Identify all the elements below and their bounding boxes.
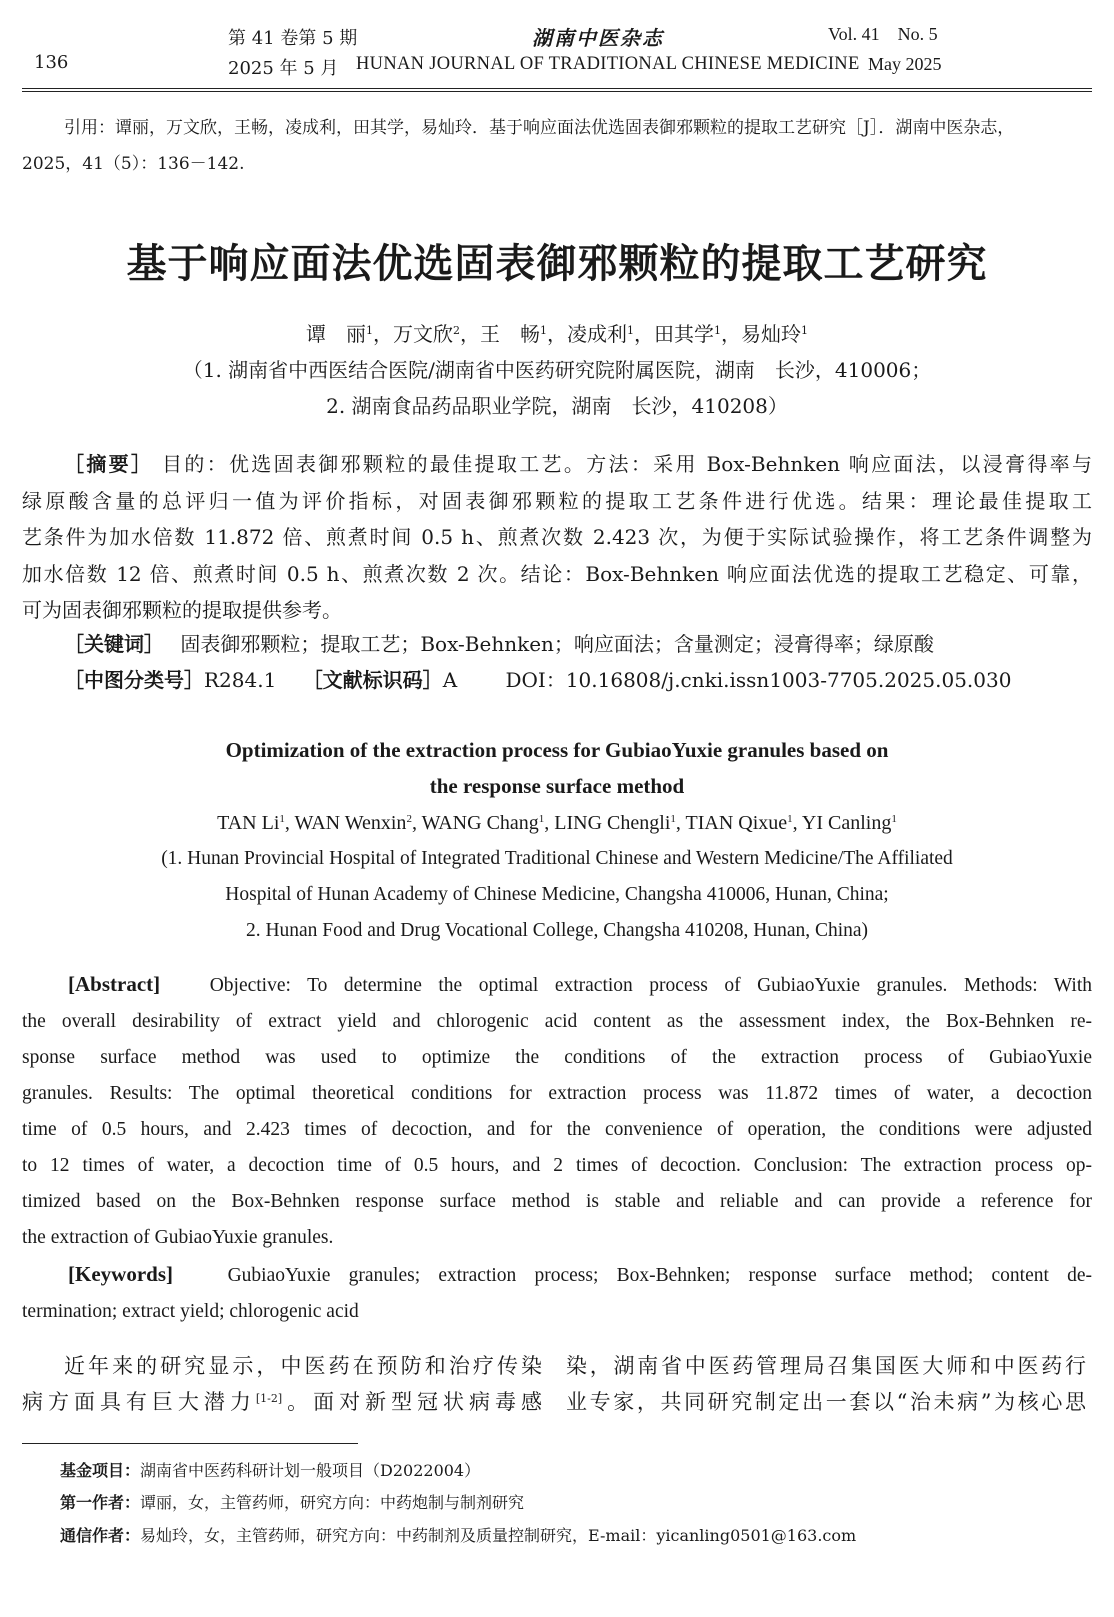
authors-en bbox=[0, 812, 1114, 835]
author-name: 谭 丽 bbox=[306, 322, 366, 346]
citation-line-2: 2025，41（5）：136－142. bbox=[22, 154, 245, 174]
footnote-label: 第一作者： bbox=[60, 1493, 141, 1512]
abstract-en-line: Objective: To determine the optimal extraction process of GubiaoYuxie granules. Methods: With bbox=[209, 975, 1092, 996]
footnote-first-author bbox=[60, 1490, 524, 1513]
author-name-en: , LING Chengli bbox=[544, 812, 671, 834]
abstract-en-line: sponse surface method was used to optimize the conditions of the extraction process of GubiaoYuxie bbox=[22, 1047, 1092, 1068]
abstract-en bbox=[22, 966, 1092, 1330]
footnote-label: 基金项目： bbox=[60, 1461, 141, 1480]
title-en-line-1: Optimization of the extraction process for GubiaoYuxie granules based on bbox=[225, 738, 889, 762]
author-affil-sup: 1 bbox=[538, 813, 545, 825]
reference-sup: [1-2] bbox=[255, 1392, 283, 1405]
abstract-cn bbox=[22, 446, 1092, 629]
author-name: ，万文欣 bbox=[373, 322, 453, 346]
keywords-cn-label: ［关键词］ bbox=[64, 632, 164, 656]
abstract-cn-line: 绿原酸含量的总评归一值为评价指标，对固表御邪颗粒的提取工艺条件进行优选。结果：理论最佳提取工 bbox=[22, 488, 1092, 513]
journal-logo: 湖南中医杂志 bbox=[532, 26, 664, 50]
title-cn: 基于响应面法优选固表御邪颗粒的提取工艺研究 bbox=[126, 241, 988, 287]
author-name: ，王 畅 bbox=[460, 322, 540, 346]
author-name-en: TAN Li bbox=[217, 812, 280, 834]
abstract-cn-line: 目的：优选固表御邪颗粒的最佳提取工艺。方法：采用 Box-Behnken 响应面法，以浸膏得率与 bbox=[162, 452, 1092, 476]
footnote-text: 湖南省中医药科研计划一般项目（D2022004） bbox=[140, 1461, 481, 1480]
citation-line-1: 引用：谭丽，万文欣，王畅，凌成利，田其学，易灿玲．基于响应面法优选固表御邪颗粒的提取工艺研究［J］．湖南中医杂志， bbox=[64, 118, 1015, 138]
keywords-cn bbox=[64, 628, 934, 657]
header-rule bbox=[22, 88, 1092, 89]
header-rule-thin bbox=[22, 91, 1092, 92]
author-affil-sup: 1 bbox=[627, 324, 634, 337]
authors-cn bbox=[0, 318, 1114, 347]
doc-code-value: A bbox=[442, 668, 458, 692]
body-line: 染，湖南省中医药管理局召集国医大师和中医药行 bbox=[566, 1354, 1086, 1378]
author-affil-sup: 1 bbox=[787, 813, 793, 825]
author-name: ，田其学 bbox=[634, 322, 714, 346]
date-cn: 2025 年 5 月 bbox=[228, 58, 339, 79]
keywords-en-label: [Keywords] bbox=[68, 1262, 173, 1286]
author-affil-sup: 1 bbox=[670, 813, 676, 825]
author-affil-sup: 1 bbox=[891, 813, 897, 825]
volume-issue-cn: 第 41 卷第 5 期 bbox=[228, 28, 358, 49]
footnote-label: 通信作者： bbox=[60, 1526, 141, 1545]
abstract-cn-line: 艺条件为加水倍数 11.872 倍、煎煮时间 0.5 h、煎煮次数 2.423 次，为便于实际试验操作，将工艺条件调整为 bbox=[22, 525, 1092, 549]
author-affil-sup: 1 bbox=[714, 324, 721, 337]
doi: DOI：10.16808/j.cnki.issn1003-7705.2025.05.030 bbox=[505, 668, 1012, 692]
author-name: ，易灿玲 bbox=[721, 322, 801, 346]
author-name-en: , WAN Wenxin bbox=[284, 812, 407, 834]
abstract-en-line: timized based on the Box-Behnken response surface method is stable and reliable and can provide a reference for bbox=[22, 1191, 1092, 1212]
abstract-en-line: the overall desirability of extract yield and chlorogenic acid content as the assessment index, the Box-Behnken re- bbox=[22, 1011, 1092, 1032]
author-name-en: , YI Canling bbox=[792, 812, 892, 834]
abstract-cn-line: 加水倍数 12 倍、煎煮时间 0.5 h、煎煮次数 2 次。结论：Box-Behnken 响应面法优选的提取工艺稳定、可靠， bbox=[22, 561, 1092, 586]
footnote-text: 易灿玲，女，主管药师，研究方向：中药制剂及质量控制研究，E-mail：yicanling0501@163.com bbox=[140, 1526, 857, 1545]
abstract-en-line: the extraction of GubiaoYuxie granules. bbox=[22, 1227, 334, 1248]
affiliation-cn-2: 2. 湖南食品药品职业学院，湖南 长沙，410208） bbox=[326, 394, 788, 418]
page-number: 136 bbox=[34, 52, 69, 73]
date-en: May 2025 bbox=[868, 54, 942, 74]
affiliation-en-2: Hospital of Hunan Academy of Chinese Medicine, Changsha 410006, Hunan, China; bbox=[225, 884, 889, 905]
volume-issue-en: Vol. 41 No. 5 bbox=[828, 24, 938, 44]
clc-label: ［中图分类号］ bbox=[64, 668, 204, 692]
author-affil-sup: 1 bbox=[366, 324, 373, 337]
author-affil-sup: 1 bbox=[279, 813, 285, 825]
abstract-en-line: to 12 times of water, a decoction time of 0.5 hours, and 2 times of decoction. Conclusion: The extraction process op- bbox=[22, 1155, 1092, 1176]
keywords-en-line: termination; extract yield; chlorogenic acid bbox=[22, 1301, 359, 1322]
abstract-en-label: [Abstract] bbox=[68, 972, 161, 996]
abstract-cn-line: 可为固表御邪颗粒的提取提供参考。 bbox=[22, 598, 342, 622]
citation bbox=[22, 110, 1092, 182]
keywords-cn-text: 固表御邪颗粒；提取工艺；Box-Behnken；响应面法；含量测定；浸膏得率；绿原酸 bbox=[180, 632, 934, 656]
author-name-en: , WANG Chang bbox=[411, 812, 539, 834]
journal-name-en: HUNAN JOURNAL OF TRADITIONAL CHINESE MEDICINE bbox=[356, 54, 860, 74]
footnote-rule bbox=[22, 1443, 358, 1444]
footnote-corresponding-author bbox=[60, 1523, 856, 1546]
classification-row bbox=[64, 664, 1011, 693]
keywords-en-line: GubiaoYuxie granules; extraction process; Box-Behnken; response surface method; content de- bbox=[227, 1265, 1092, 1286]
body-line: 病方面具有巨大潜力 bbox=[22, 1390, 256, 1414]
body-line: 业专家，共同研究制定出一套以“治未病”为核心思 bbox=[566, 1390, 1086, 1414]
title-en-line-2: the response surface method bbox=[429, 774, 685, 798]
author-affil-sup: 1 bbox=[540, 324, 547, 337]
author-affil-sup: 2 bbox=[453, 324, 460, 337]
affiliation-en-3: 2. Hunan Food and Drug Vocational College, Changsha 410208, Hunan, China) bbox=[245, 920, 869, 941]
author-name-en: , TIAN Qixue bbox=[675, 812, 788, 834]
body-line: 。面对新型冠状病毒感 bbox=[282, 1390, 542, 1414]
body-line: 近年来的研究显示，中医药在预防和治疗传染 bbox=[64, 1354, 542, 1378]
doc-code-label: ［文献标识码］ bbox=[302, 668, 443, 692]
footnote-fund bbox=[60, 1458, 480, 1481]
author-name: ，凌成利 bbox=[547, 322, 627, 346]
abstract-en-line: granules. Results: The optimal theoretical conditions for extraction process was 11.872 times of water, a decoction bbox=[22, 1083, 1092, 1104]
abstract-en-line: time of 0.5 hours, and 2.423 times of decoction, and for the convenience of operation, the conditions were adjusted bbox=[22, 1119, 1092, 1140]
affiliation-en-1: (1. Hunan Provincial Hospital of Integrated Traditional Chinese and Western Medicine/The Affiliated bbox=[161, 848, 953, 869]
author-affil-sup: 1 bbox=[801, 324, 808, 337]
body-column-right bbox=[566, 1348, 1086, 1420]
abstract-cn-label: ［摘要］ bbox=[64, 452, 154, 476]
clc-value: R284.1 bbox=[204, 668, 277, 692]
affiliation-cn-1: （1. 湖南省中西医结合医院/湖南省中医药研究院附属医院，湖南 长沙，410006； bbox=[182, 358, 932, 382]
footnote-text: 谭丽，女，主管药师，研究方向：中药炮制与制剂研究 bbox=[140, 1493, 525, 1512]
author-affil-sup: 2 bbox=[406, 813, 412, 825]
body-column-left bbox=[22, 1348, 542, 1420]
